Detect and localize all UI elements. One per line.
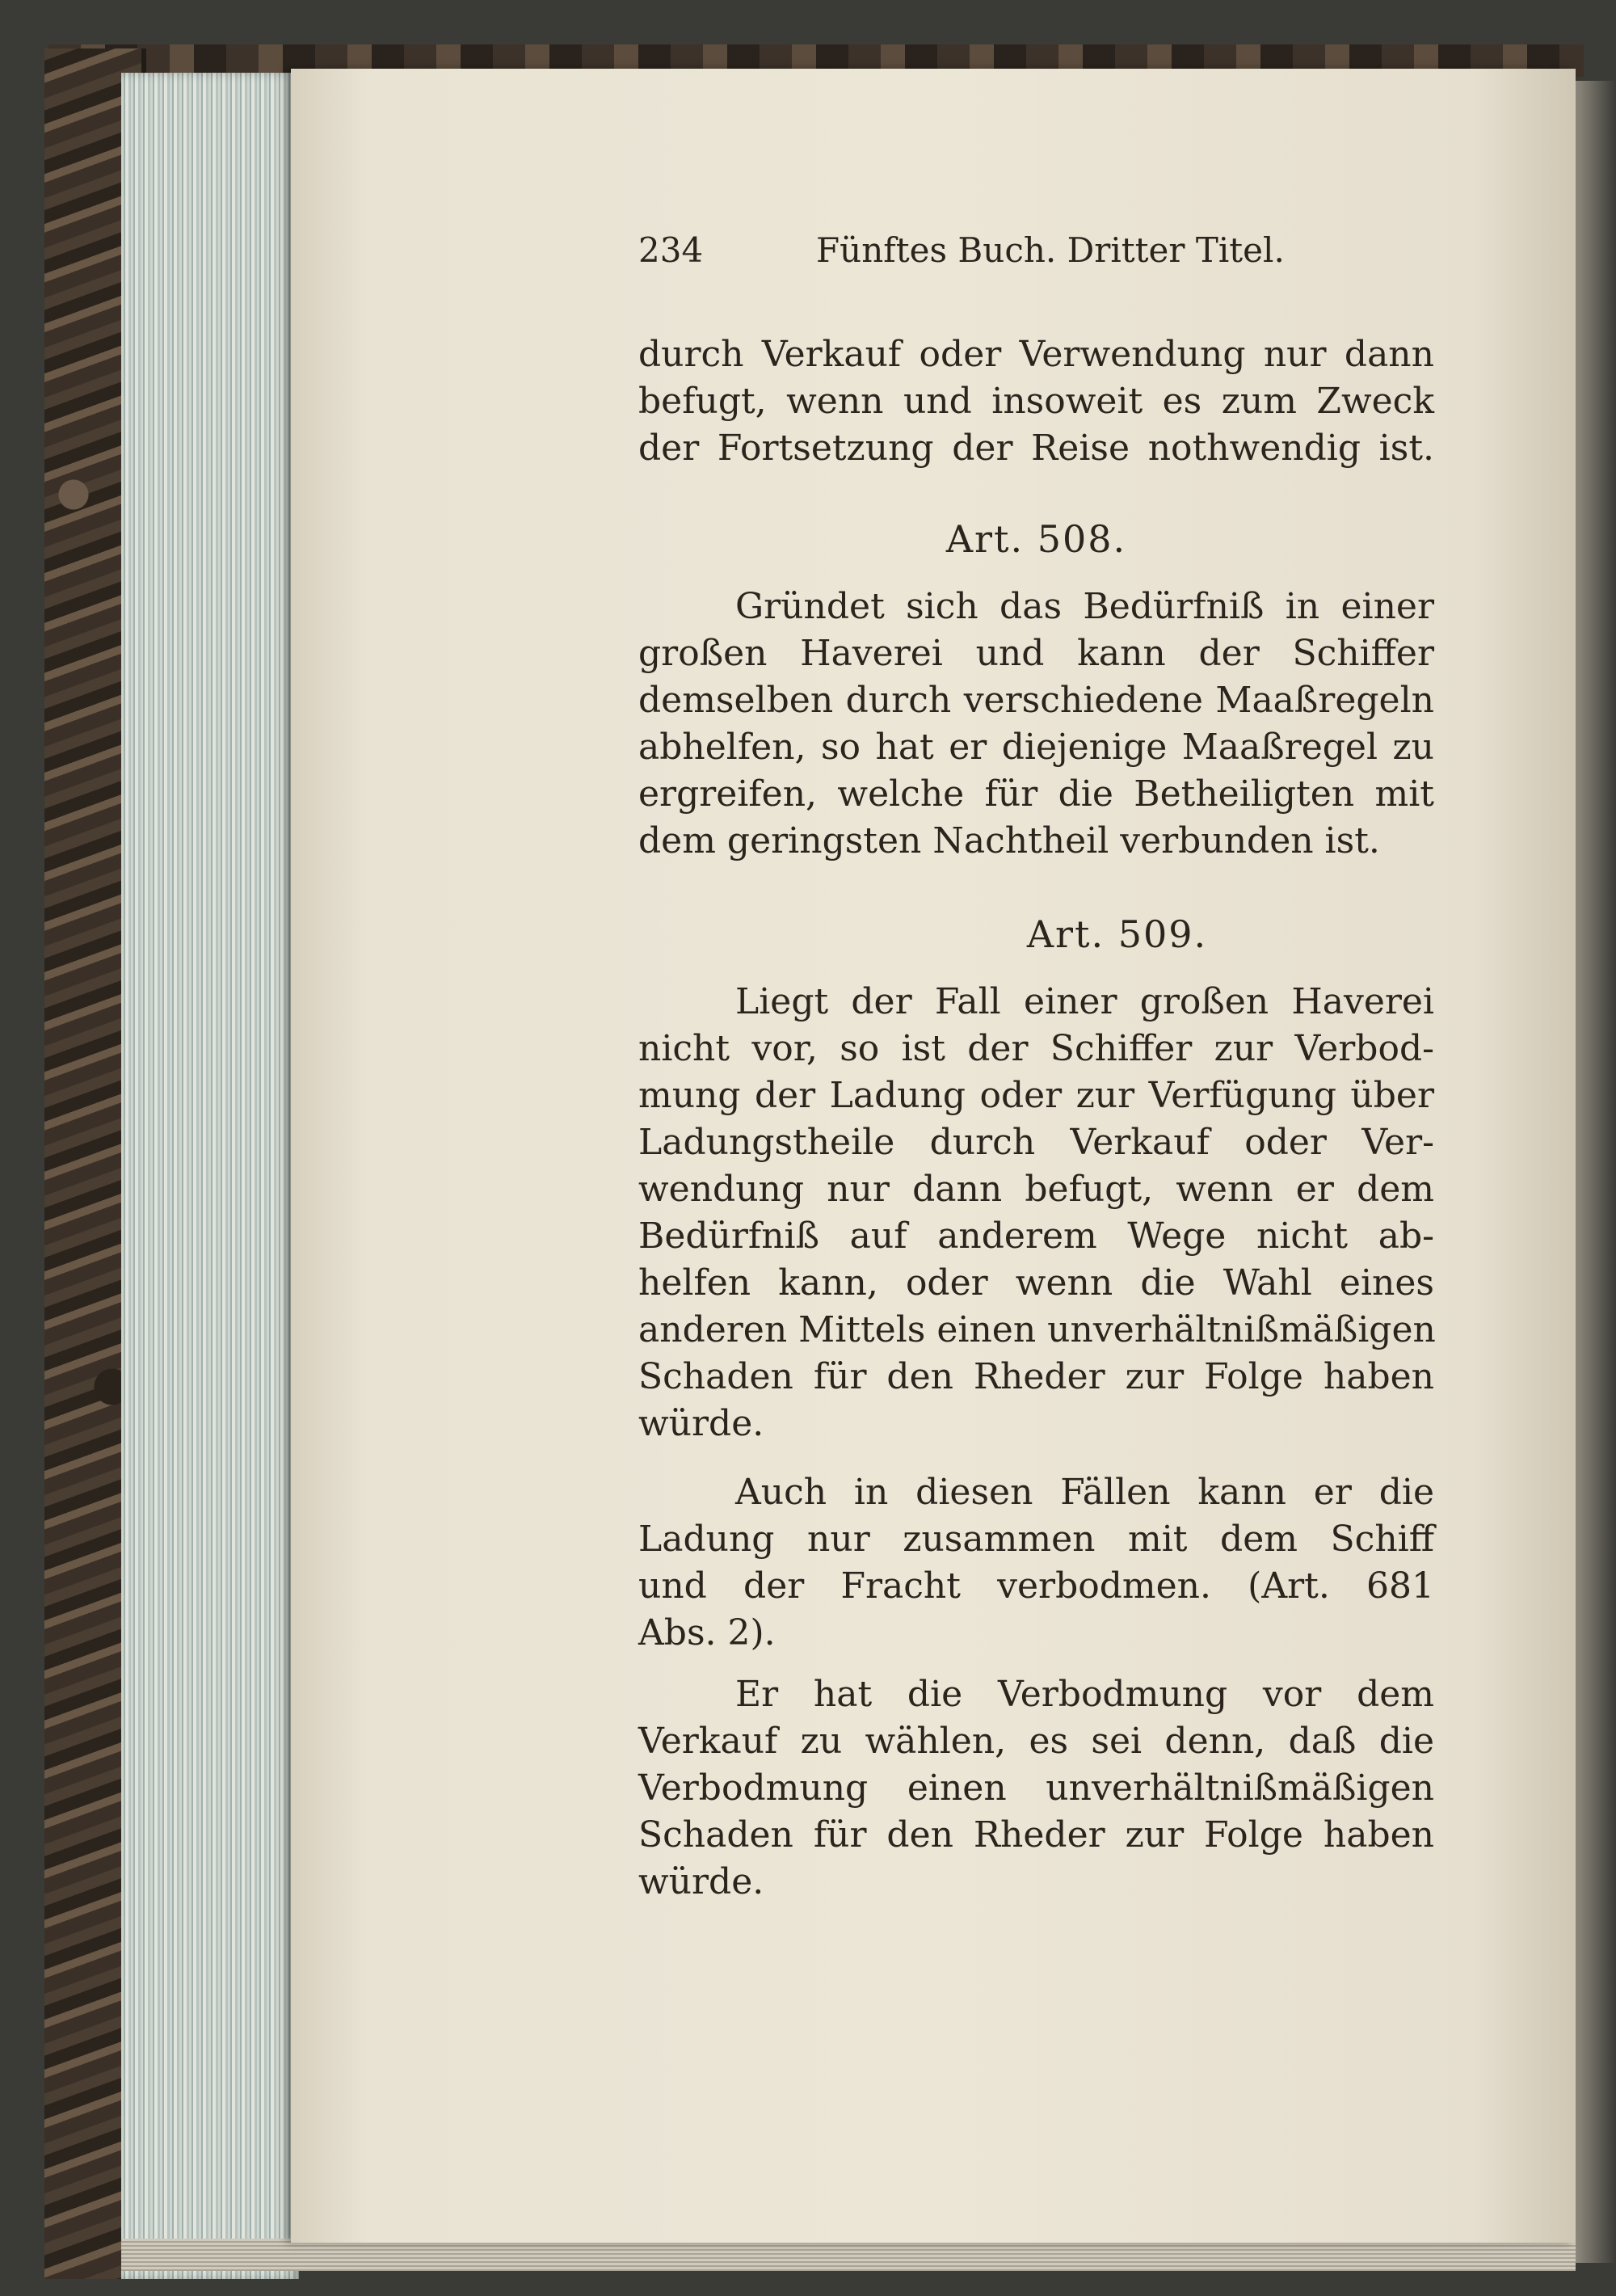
article-heading-509: Art. 509. [1026,912,1208,956]
text-line: der Fortsetzung der Reise nothwendig ist. [638,428,1434,469]
text-line: ergreifen, welche für die Betheiligten mit [638,773,1434,815]
text-line: befugt, wenn und insoweit es zum Zweck [638,381,1434,422]
text-line: Bedürfniß auf anderem Wege nicht ab- [638,1215,1434,1257]
text-line: großen Haverei und kann der Schiffer [638,633,1434,674]
text-line: Ladung nur zusammen mit dem Schiff [638,1519,1434,1560]
text-line: Abs. 2). [638,1612,776,1654]
text-line: würde. [638,1861,764,1902]
text-line: Er hat die Verbodmung vor dem [735,1674,1434,1715]
article-heading-508: Art. 508. [945,517,1127,561]
text-line: durch Verkauf oder Verwendung nur dann [638,334,1434,375]
page-block-edges [121,73,299,2279]
text-line: Ladungstheile durch Verkauf oder Ver- [638,1122,1434,1163]
running-title: Fünftes Buch. Dritter Titel. [816,230,1285,270]
text-line: mung der Ladung oder zur Verfügung über [638,1075,1434,1116]
text-line: abhelfen, so hat er diejenige Maaßregel zu [638,727,1434,768]
text-line: und der Fracht verbodmen. (Art. 681 [638,1565,1434,1607]
page-number: 234 [638,230,704,270]
text-line: helfen kann, oder wenn die Wahl eines [638,1262,1434,1304]
text-line: Liegt der Fall einer großen Haverei [735,981,1434,1022]
text-line: dem geringsten Nachtheil verbunden ist. [638,820,1380,862]
text-line: Schaden für den Rheder zur Folge haben [638,1356,1434,1397]
text-line: demselben durch verschiedene Maaßregeln [638,680,1434,721]
text-line: würde. [638,1403,764,1444]
text-line: Gründet sich das Bedürfniß in einer [735,586,1434,627]
text-line: Schaden für den Rheder zur Folge haben [638,1814,1434,1856]
text-line: wendung nur dann befugt, wenn er dem [638,1169,1434,1210]
text-line: Verkauf zu wählen, es sei denn, daß die [638,1721,1434,1762]
text-line: Verbodmung einen unverhältnißmäßigen [638,1767,1434,1809]
text-line: nicht vor, so ist der Schiffer zur Verbod- [638,1028,1434,1069]
text-line: Auch in diesen Fällen kann er die [735,1472,1434,1513]
right-page-edge [1576,81,1616,2263]
text-line: anderen Mittels einen unverhältnißmäßigen [638,1309,1436,1350]
body-text [638,0,1434,2296]
